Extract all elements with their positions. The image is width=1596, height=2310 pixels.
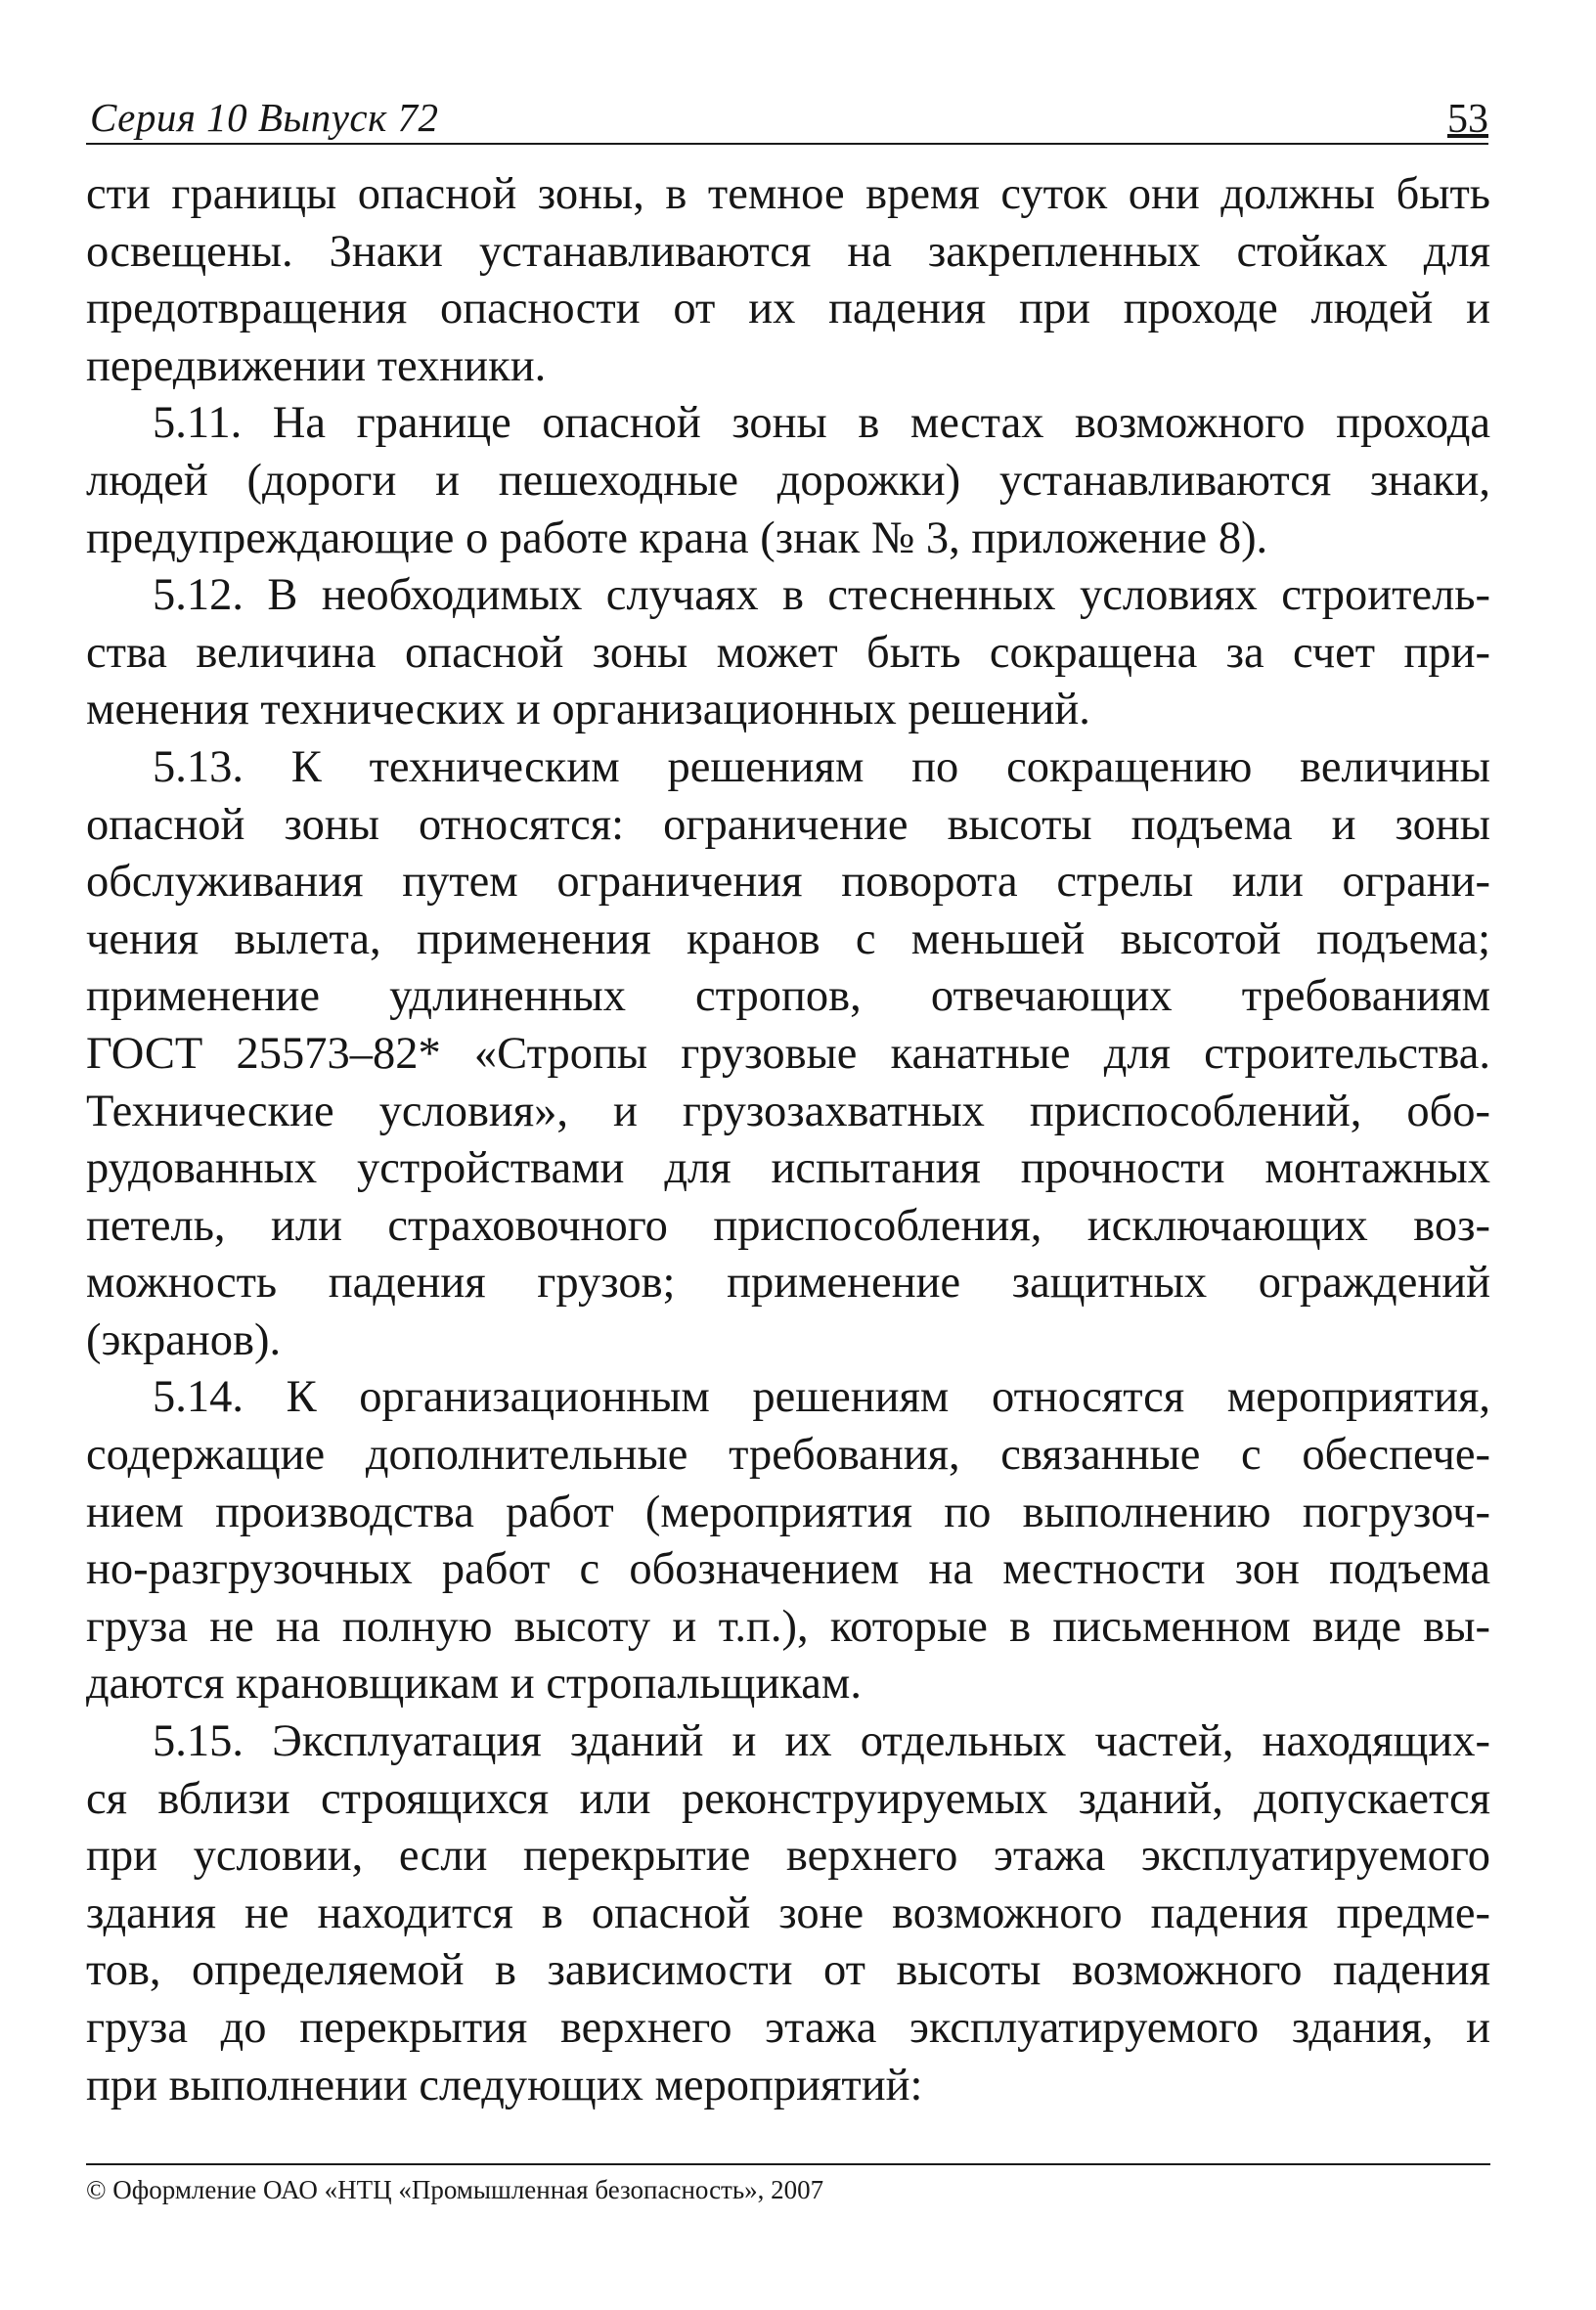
paragraph-line: при выполнении следующих мероприятий: bbox=[86, 2060, 923, 2110]
paragraph-line: ГОСТ 25573–82* «Стропы грузовые канатные для строительства. bbox=[86, 1028, 1490, 1079]
paragraph-line: передвижении техники. bbox=[86, 340, 547, 391]
footer-copyright: © Оформление ОАО «НТЦ «Промышленная безопасность», 2007 bbox=[86, 2175, 824, 2204]
paragraph-line: нием производства работ (мероприятия по выполнению погрузоч- bbox=[86, 1487, 1490, 1537]
paragraph-line: 5.11. На границе опасной зоны в местах возможного прохода bbox=[153, 398, 1490, 449]
paragraph-line: 5.14. К организационным решениям относятся мероприятия, bbox=[153, 1372, 1490, 1423]
body-text bbox=[86, 166, 1490, 2114]
paragraph-line: 5.12. В необходимых случаях в стесненных условиях строитель- bbox=[153, 570, 1490, 621]
page-number: 53 bbox=[1447, 97, 1488, 142]
series-title: Серия 10 Выпуск 72 bbox=[90, 95, 439, 140]
paragraph-line: 5.15. Эксплуатация зданий и их отдельных частей, находящих- bbox=[153, 1716, 1490, 1767]
paragraph-line: здания не находится в опасной зоне возможного падения предме- bbox=[86, 1888, 1490, 1938]
paragraph-line: даются крановщикам и стропальщикам. bbox=[86, 1659, 862, 1710]
paragraph-line: ся вблизи строящихся или реконструируемых зданий, допускается bbox=[86, 1773, 1490, 1824]
paragraph-line: ства величина опасной зоны может быть сокращена за счет при- bbox=[86, 627, 1490, 678]
footer-divider bbox=[86, 2163, 1490, 2165]
paragraph-line: предупреждающие о работе крана (знак № 3, приложение 8). bbox=[86, 512, 1268, 563]
paragraph-line: обслуживания путем ограничения поворота стрелы или ограни- bbox=[86, 857, 1490, 908]
paragraph-line: груза до перекрытия верхнего этажа эксплуатируемого здания, и bbox=[86, 2003, 1490, 2053]
paragraph-line: груза не на полную высоту и т.п.), которые в письменном виде вы- bbox=[86, 1601, 1490, 1652]
paragraph-line: тов, определяемой в зависимости от высоты возможного падения bbox=[86, 1945, 1490, 1996]
paragraph-line: чения вылета, применения кранов с меньшей высотой подъема; bbox=[86, 913, 1490, 964]
paragraph-line: (экранов). bbox=[86, 1314, 282, 1365]
paragraph-line: сти границы опасной зоны, в темное время суток они должны быть bbox=[86, 169, 1490, 219]
paragraph-line: можность падения грузов; применение защитных ограждений bbox=[86, 1258, 1490, 1309]
paragraph-line: рудованных устройствами для испытания прочности монтажных bbox=[86, 1143, 1490, 1194]
paragraph-line: 5.13. К техническим решениям по сокращению величины bbox=[153, 741, 1490, 792]
paragraph-line: но-разгрузочных работ с обозначением на местности зон подъема bbox=[86, 1544, 1490, 1595]
paragraph-line: людей (дороги и пешеходные дорожки) устанавливаются знаки, bbox=[86, 455, 1490, 506]
paragraph-line: предотвращения опасности от их падения при проходе людей и bbox=[86, 284, 1490, 334]
running-header bbox=[86, 94, 1488, 145]
paragraph-line: петель, или страховочного приспособления, исключающих воз- bbox=[86, 1200, 1490, 1251]
paragraph-line: освещены. Знаки устанавливаются на закрепленных стойках для bbox=[86, 226, 1490, 277]
paragraph-line: опасной зоны относятся: ограничение высоты подъема и зоны bbox=[86, 799, 1490, 850]
paragraph-line: менения технических и организационных решений. bbox=[86, 685, 1090, 735]
paragraph-line: при условии, если перекрытие верхнего этажа эксплуатируемого bbox=[86, 1831, 1490, 1882]
paragraph-line: применение удлиненных стропов, отвечающих требованиям bbox=[86, 971, 1490, 1022]
paragraph-line: Технические условия», и грузозахватных приспособлений, обо- bbox=[86, 1086, 1490, 1136]
paragraph-line: содержащие дополнительные требования, связанные с обеспече- bbox=[86, 1430, 1490, 1481]
